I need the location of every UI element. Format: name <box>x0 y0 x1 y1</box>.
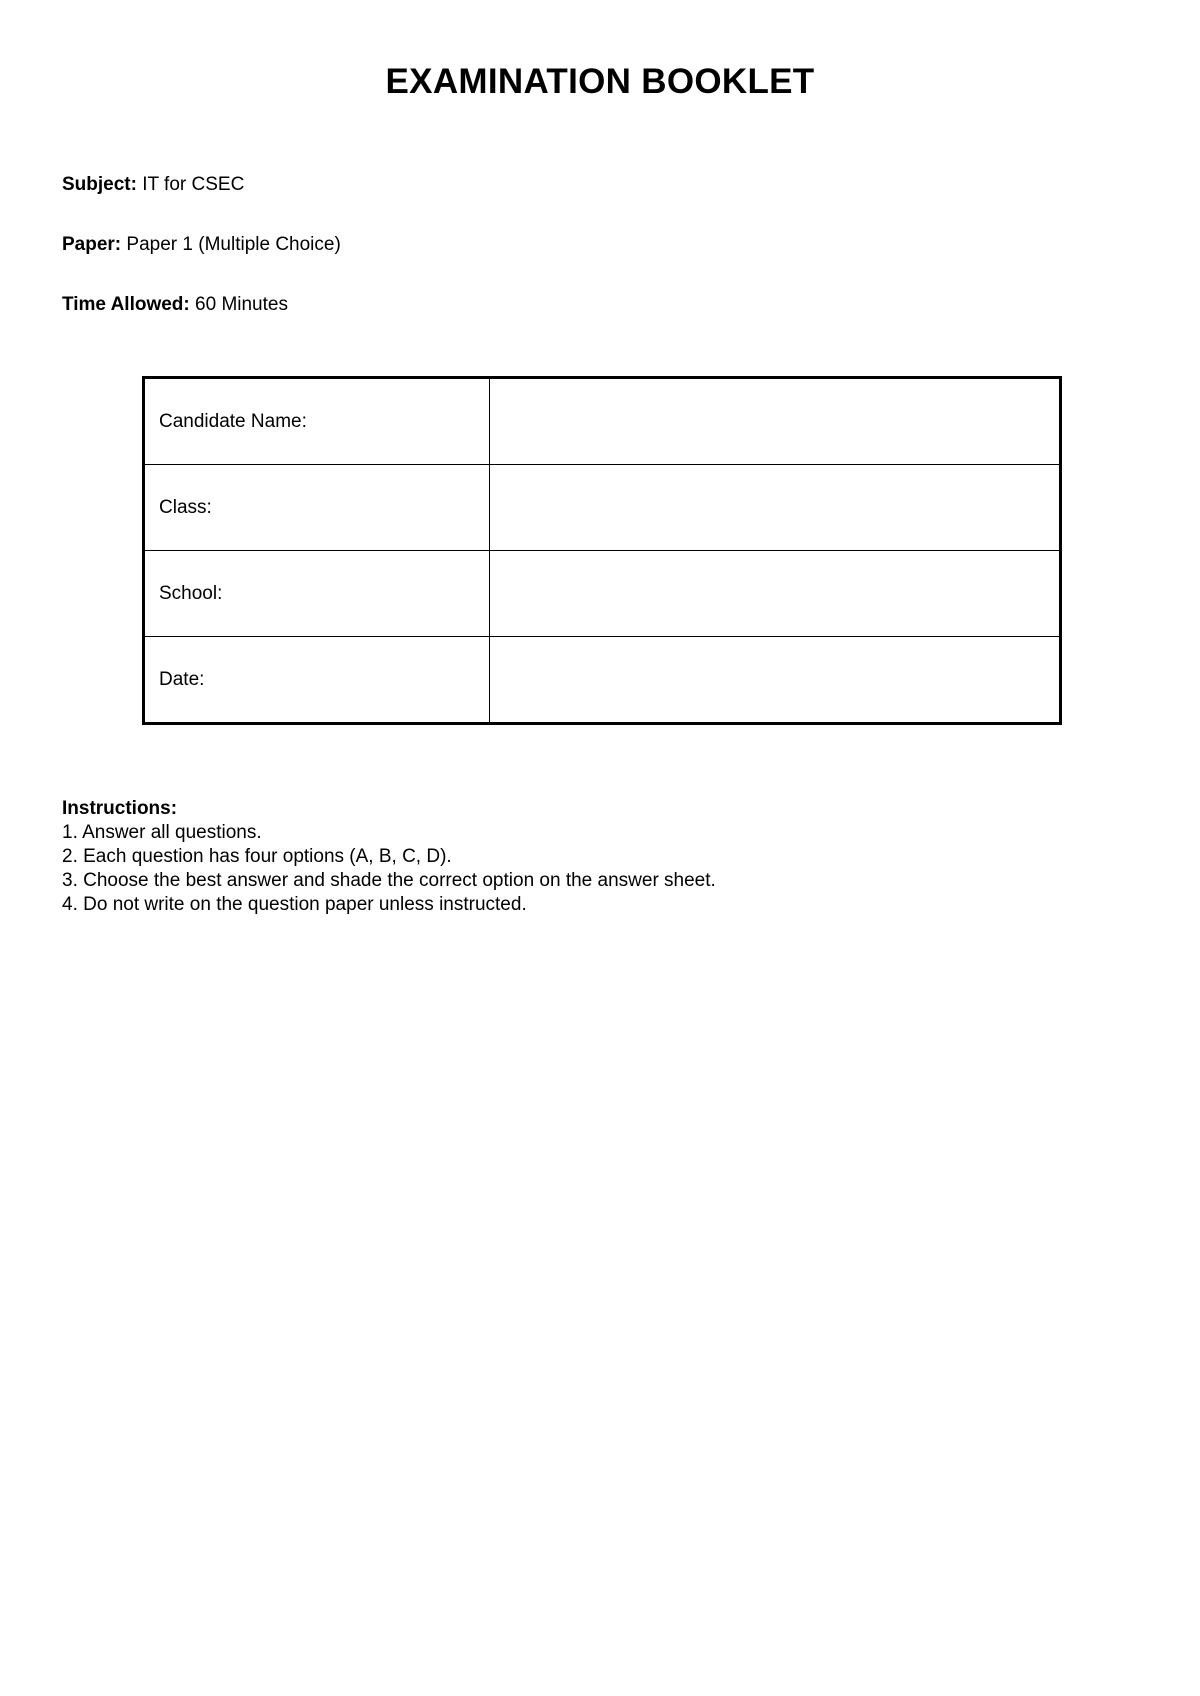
school-label: School: <box>144 551 490 637</box>
paper-value: Paper 1 (Multiple Choice) <box>126 234 341 255</box>
class-label: Class: <box>144 465 490 551</box>
date-field[interactable] <box>490 637 1061 724</box>
table-row-candidate-name <box>144 378 1061 465</box>
table-row-date <box>144 637 1061 724</box>
table-row-class <box>144 465 1061 551</box>
table-row-school <box>144 551 1061 637</box>
candidate-info-table <box>142 376 1062 725</box>
subject-line <box>62 174 244 196</box>
instruction-item: 2. Each question has four options (A, B, C, D). <box>62 846 452 867</box>
instructions-list <box>62 821 716 917</box>
candidate-name-label: Candidate Name: <box>144 378 490 465</box>
candidate-name-field[interactable] <box>490 378 1061 465</box>
instruction-item: 3. Choose the best answer and shade the correct option on the answer sheet. <box>62 870 716 891</box>
class-field[interactable] <box>490 465 1061 551</box>
subject-value: IT for CSEC <box>142 174 245 195</box>
instruction-item: 1. Answer all questions. <box>62 822 262 843</box>
instructions-section <box>62 797 716 917</box>
page-title: EXAMINATION BOOKLET <box>385 62 815 101</box>
date-label: Date: <box>144 637 490 724</box>
paper-label: Paper: <box>62 234 122 255</box>
instructions-heading: Instructions: <box>62 798 178 819</box>
school-field[interactable] <box>490 551 1061 637</box>
paper-line <box>62 234 341 256</box>
instruction-item: 4. Do not write on the question paper unless instructed. <box>62 894 527 915</box>
time-allowed-label: Time Allowed: <box>62 294 190 315</box>
subject-label: Subject: <box>62 174 137 195</box>
time-allowed-line <box>62 294 288 316</box>
time-allowed-value: 60 Minutes <box>195 294 288 315</box>
